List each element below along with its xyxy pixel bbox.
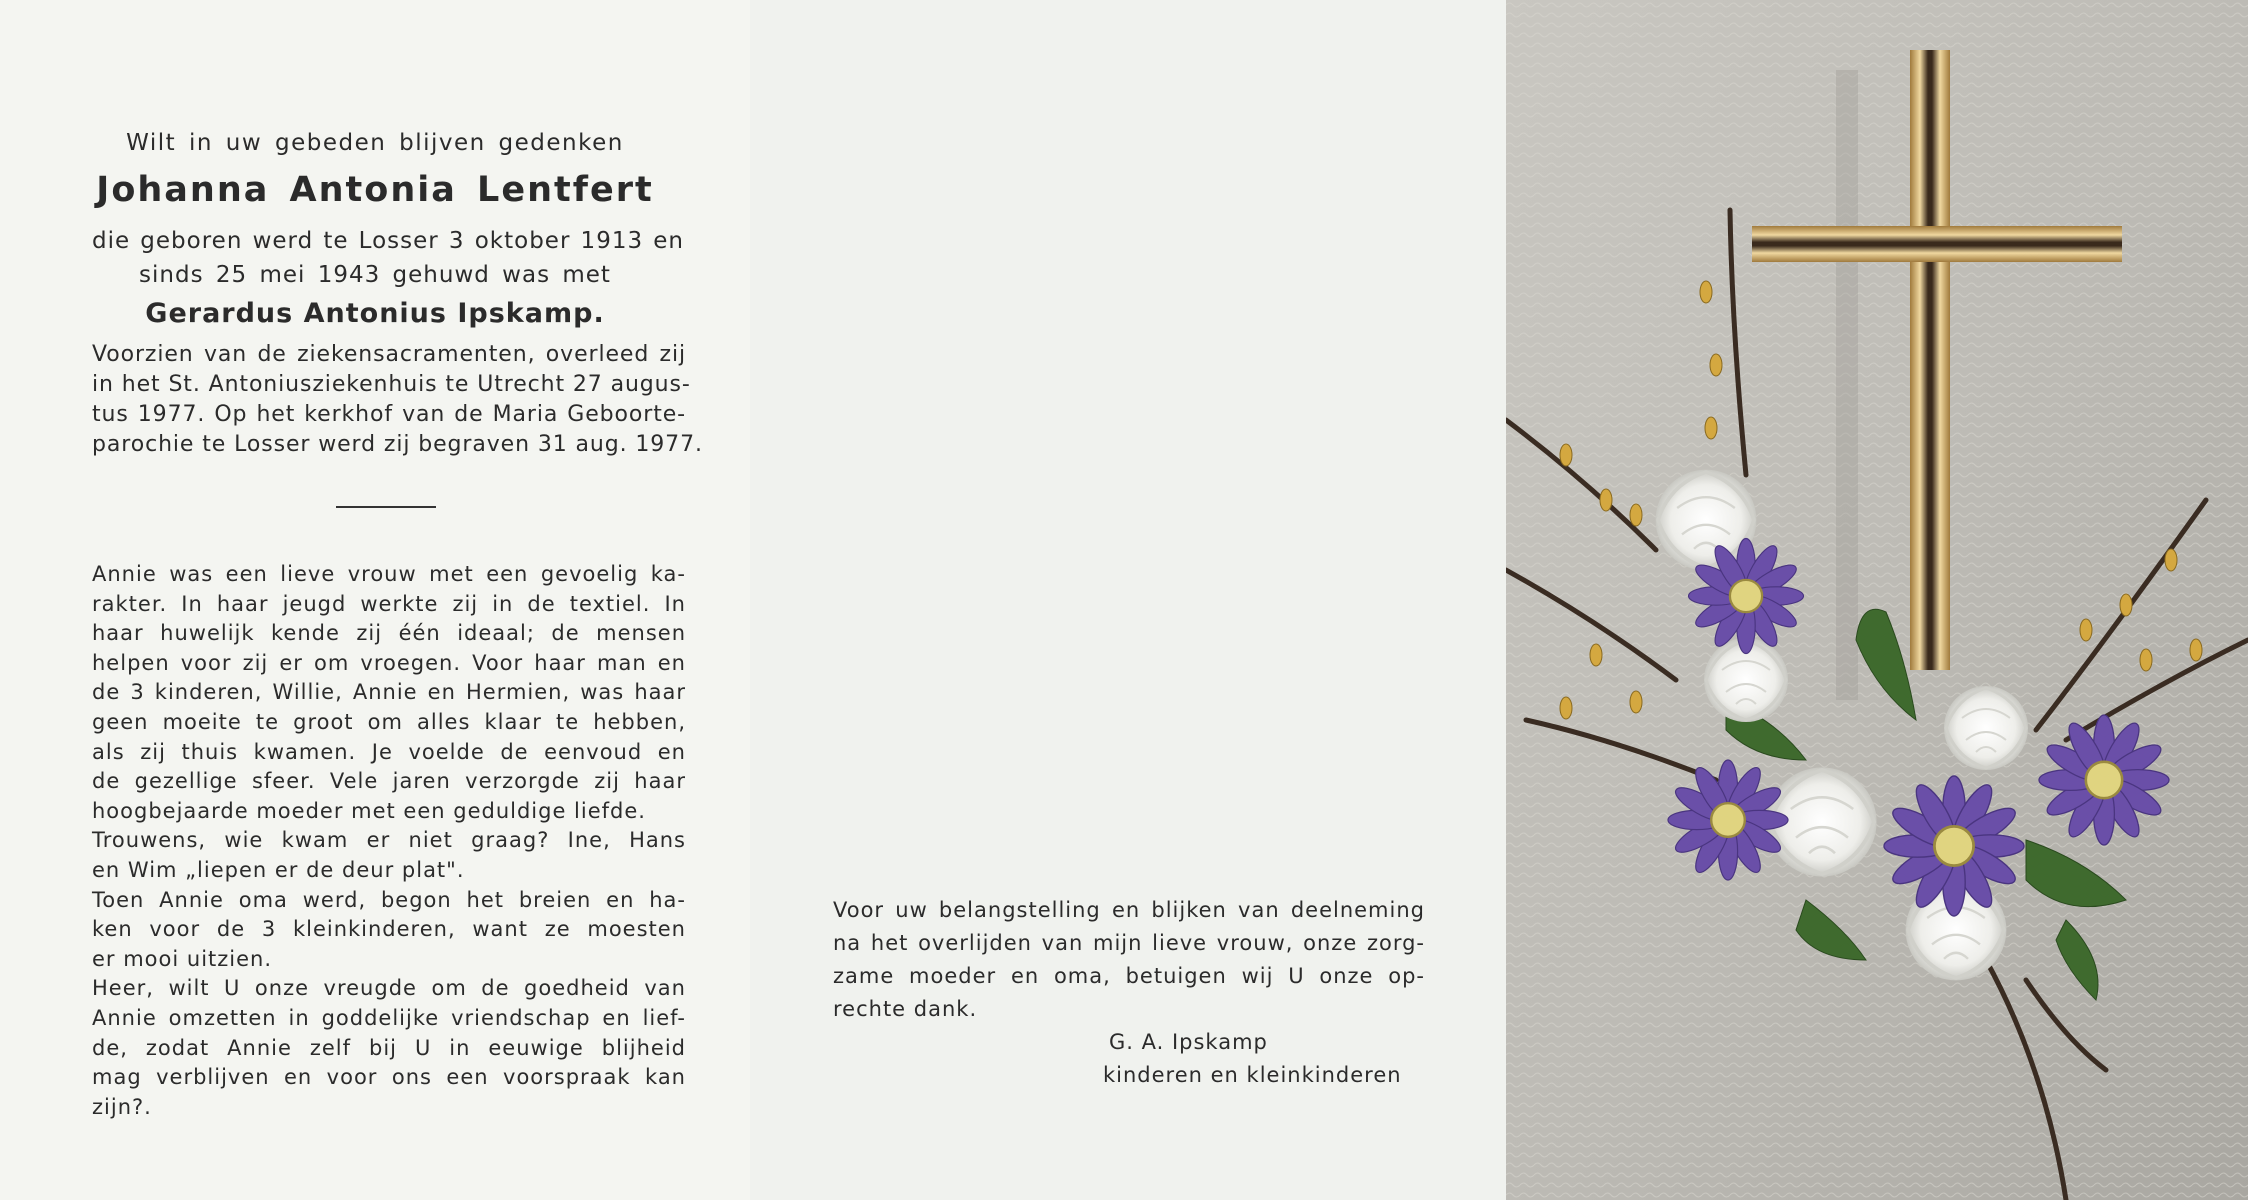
bio-line: de, zodat Annie zelf bij U in eeuwige blijheid [92,1035,686,1060]
birth-line: die geboren werd te Losser 3 oktober 1913 en [92,228,684,254]
signature [1103,1026,1402,1092]
bio-line: Trouwens, wie kwam er niet graag? Ine, Hans [92,828,686,853]
spouse-name: Gerardus Antonius Ipskamp. [145,298,605,329]
thanks-line: zame moeder en oma, betuigen wij U onze op- [833,964,1425,988]
deceased-name: Johanna Antonia Lentfert [96,170,654,210]
left-panel [0,0,750,1200]
bio-line: hoogbejaarde moeder met een geduldige liefde. [92,798,646,823]
cross-vertical [1910,50,1950,670]
cross-flowers-photo [1506,0,2248,1200]
bio-line: rakter. In haar jeugd werkte zij in de textiel. In [92,591,686,616]
thanks-line: rechte dank. [833,997,978,1021]
bio-line: de 3 kinderen, Willie, Annie en Hermien, was haar [92,680,686,705]
thanks-line: Voor uw belangstelling en blijken van deelneming [833,898,1425,922]
bio-line: ken voor de 3 kleinkinderen, want ze moesten [92,917,686,942]
death-line: parochie te Losser werd zij begraven 31 aug. 1977. [92,432,703,457]
bio-line: de gezellige sfeer. Vele jaren verzorgde zij haar [92,769,686,794]
bio-line: haar huwelijk kende zij één ideaal; de mensen [92,621,686,646]
death-line: in het St. Antoniusziekenhuis te Utrecht 27 augus- [92,372,691,397]
signature-name: G. A. Ipskamp [1109,1030,1268,1054]
bio-line: er mooi uitzien. [92,946,273,971]
bio-line: mag verblijven en voor ons een voorspraak kan [92,1065,686,1090]
intro-line: Wilt in uw gebeden blijven gedenken [126,130,624,156]
bio-line: Heer, wilt U onze vreugde om de goedheid van [92,976,686,1001]
death-paragraph [92,340,703,460]
right-panel [1506,0,2248,1200]
bio-line: zijn?. [92,1094,152,1119]
bio-line: helpen voor zij er om vroegen. Voor haar man en [92,650,686,675]
cross-horizontal [1752,226,2122,262]
biography [92,560,686,1122]
bio-line: Annie was een lieve vrouw met een gevoelig ka- [92,562,686,586]
bio-line: geen moeite te groot om alles klaar te hebben, [92,709,686,734]
bio-line: Toen Annie oma werd, begon het breien en ha- [92,887,686,912]
thanks-line: na het overlijden van mijn lieve vrouw, onze zorg- [833,931,1425,955]
thanks-paragraph [833,894,1425,1026]
death-line: tus 1977. Op het kerkhof van de Maria Geboorte- [92,402,686,427]
bio-line: Annie omzetten in goddelijke vriendschap en lief- [92,1005,686,1030]
death-line: Voorzien van de ziekensacramenten, overleed zij [92,342,686,367]
divider-rule [336,506,436,508]
marriage-line: sinds 25 mei 1943 gehuwd was met [139,262,611,288]
bio-line: als zij thuis kwamen. Je voelde de eenvoud en [92,739,686,764]
bio-line: en Wim „liepen er de deur plat". [92,857,465,882]
signature-family: kinderen en kleinkinderen [1103,1063,1402,1087]
